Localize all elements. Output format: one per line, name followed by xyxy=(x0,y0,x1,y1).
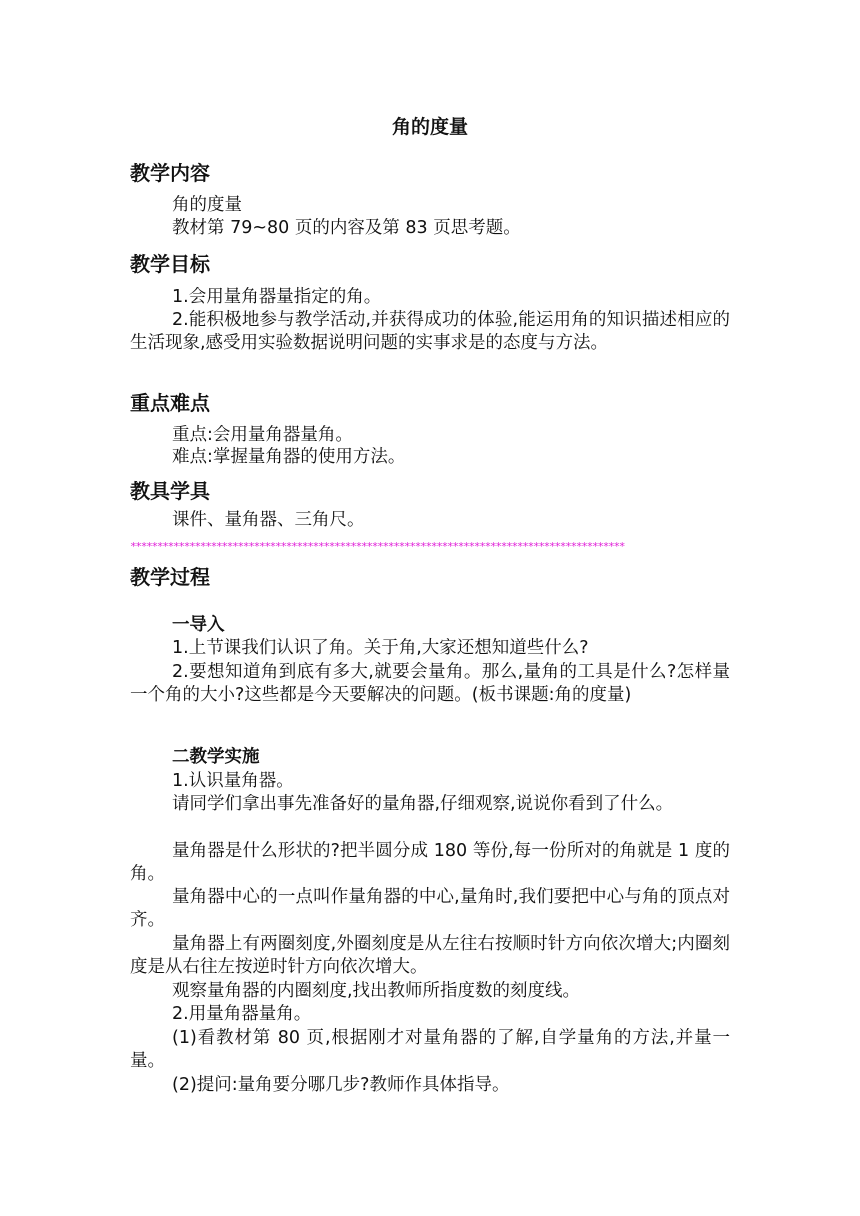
heading-teaching-content: 教学内容 xyxy=(130,161,210,185)
key-point-line-1: 重点:会用量角器量角。 xyxy=(172,425,353,445)
implementation-paragraph-7: 2.用量角器量角。 xyxy=(172,1004,312,1024)
implementation-paragraph-4: 量角器中心的一点叫作量角器的中心,量角时,我们要把中心与角的顶点对齐。 xyxy=(130,887,730,930)
intro-paragraph-2: 2.要想知道角到底有多大,就要会量角。那么,量角的工具是什么?怎样量一个角的大小?这些都是今天要解决的问题。(板书课题:角的度量) xyxy=(130,662,730,705)
implementation-paragraph-1: 1.认识量角器。 xyxy=(172,771,294,791)
implementation-paragraph-2: 请同学们拿出事先准备好的量角器,仔细观察,说说你看到了什么。 xyxy=(172,794,674,814)
implementation-paragraph-5: 量角器上有两圈刻度,外圈刻度是从左往右按顺时针方向依次增大;内圈刻度是从右往左按逆时针方向依次增大。 xyxy=(130,934,730,977)
section-divider: ******************************************************************************************** xyxy=(130,540,625,553)
content-line-2: 教材第 79~80 页的内容及第 83 页思考题。 xyxy=(172,218,521,238)
subheading-intro: 一导入 xyxy=(172,615,225,635)
heading-teaching-goals: 教学目标 xyxy=(130,252,210,276)
content-line-1: 角的度量 xyxy=(172,195,242,215)
heading-key-points: 重点难点 xyxy=(130,391,210,415)
key-point-line-2: 难点:掌握量角器的使用方法。 xyxy=(172,447,406,467)
implementation-paragraph-8: (1)看教材第 80 页,根据刚才对量角器的了解,自学量角的方法,并量一量。 xyxy=(130,1028,730,1071)
intro-paragraph-1: 1.上节课我们认识了角。关于角,大家还想知道些什么? xyxy=(172,638,589,658)
tools-line: 课件、量角器、三角尺。 xyxy=(172,510,365,530)
implementation-paragraph-3: 量角器是什么形状的?把半圆分成 180 等份,每一份所对的角就是 1 度的角。 xyxy=(130,841,730,884)
heading-teaching-tools: 教具学具 xyxy=(130,479,210,503)
implementation-paragraph-9: (2)提问:量角要分哪几步?教师作具体指导。 xyxy=(172,1075,510,1095)
heading-teaching-process: 教学过程 xyxy=(130,565,210,589)
document-title: 角的度量 xyxy=(391,116,468,138)
implementation-paragraph-6: 观察量角器的内圈刻度,找出教师所指度数的刻度线。 xyxy=(172,981,581,1001)
goal-item-1: 1.会用量角器量指定的角。 xyxy=(172,287,382,307)
goal-item-2: 2.能积极地参与教学活动,并获得成功的体验,能运用角的知识描述相应的生活现象,感受用实验数据说明问题的实事求是的态度与方法。 xyxy=(130,310,730,353)
subheading-implementation: 二教学实施 xyxy=(172,747,260,767)
